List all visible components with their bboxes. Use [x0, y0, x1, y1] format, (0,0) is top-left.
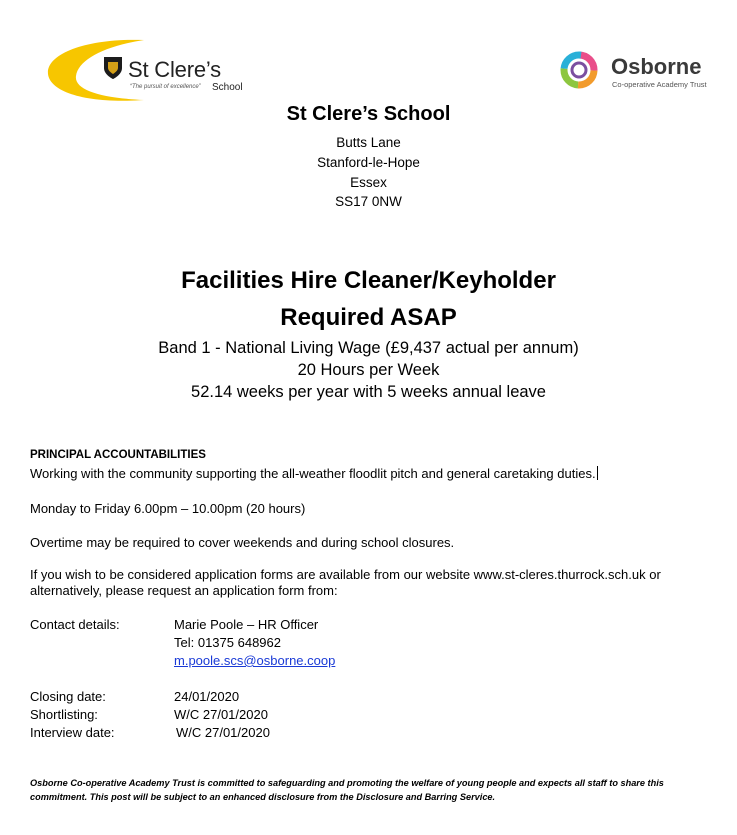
job-hours: 20 Hours per Week	[297, 361, 440, 379]
duties-text-content: Working with the community supporting the all-weather floodlit pitch and general caretaking duties.	[30, 466, 596, 481]
job-band: Band 1 - National Living Wage (£9,437 actual per annum)	[158, 339, 579, 357]
contact-email-link[interactable]: m.poole.scs@osborne.coop	[174, 653, 336, 668]
schedule-text: Monday to Friday 6.00pm – 10.00pm (20 hours)	[30, 501, 306, 516]
address-line-1: Butts Lane	[336, 135, 401, 150]
text-cursor	[597, 466, 598, 480]
closing-date-label: Closing date:	[30, 689, 106, 704]
contact-label: Contact details:	[30, 617, 120, 632]
duties-text	[30, 466, 598, 482]
school-name-heading: St Clere’s School	[286, 103, 451, 125]
interview-date-value: W/C 27/01/2020	[176, 725, 270, 740]
interview-date-label: Interview date:	[30, 725, 115, 740]
address-line-3: Essex	[350, 175, 387, 190]
apply-text-line-2: alternatively, please request an application form from:	[30, 583, 338, 598]
accountabilities-heading: PRINCIPAL ACCOUNTABILITIES	[30, 449, 206, 461]
contact-name: Marie Poole – HR Officer	[174, 617, 319, 632]
shortlisting-value: W/C 27/01/2020	[174, 707, 268, 722]
school-logo-name: St Clere’s	[128, 57, 221, 82]
osborne-rainbow-ring-icon	[555, 46, 603, 94]
trust-logo-subtitle: Co-operative Academy Trust	[612, 80, 707, 89]
job-title-line-2: Required ASAP	[280, 304, 457, 331]
trust-logo-name: Osborne	[611, 54, 702, 79]
safeguarding-footer-line-2: commitment. This post will be subject to an enhanced disclosure from the Disclosure and Barring Service.	[30, 792, 496, 802]
closing-date-value: 24/01/2020	[174, 689, 240, 704]
address-postcode: SS17 0NW	[335, 194, 402, 209]
school-logo-school: School	[212, 82, 243, 93]
job-title-line-1: Facilities Hire Cleaner/Keyholder	[181, 267, 556, 294]
apply-text-line-1: If you wish to be considered application forms are available from our website www.st-cleres.thurrock.sch.uk or	[30, 567, 661, 582]
osborne-logo	[555, 46, 720, 98]
job-weeks: 52.14 weeks per year with 5 weeks annual leave	[191, 383, 546, 401]
st-cleres-logo	[46, 38, 243, 104]
contact-tel: Tel: 01375 648962	[174, 635, 281, 650]
address-line-2: Stanford-le-Hope	[317, 155, 420, 170]
shortlisting-label: Shortlisting:	[30, 707, 98, 722]
overtime-text: Overtime may be required to cover weekends and during school closures.	[30, 535, 455, 550]
school-logo-motto: “The pursuit of excellence”	[130, 84, 201, 90]
safeguarding-footer-line-1: Osborne Co-operative Academy Trust is committed to safeguarding and promoting the welfare of young people and expects all staff to share this	[30, 778, 664, 788]
school-crest-icon	[103, 56, 123, 80]
